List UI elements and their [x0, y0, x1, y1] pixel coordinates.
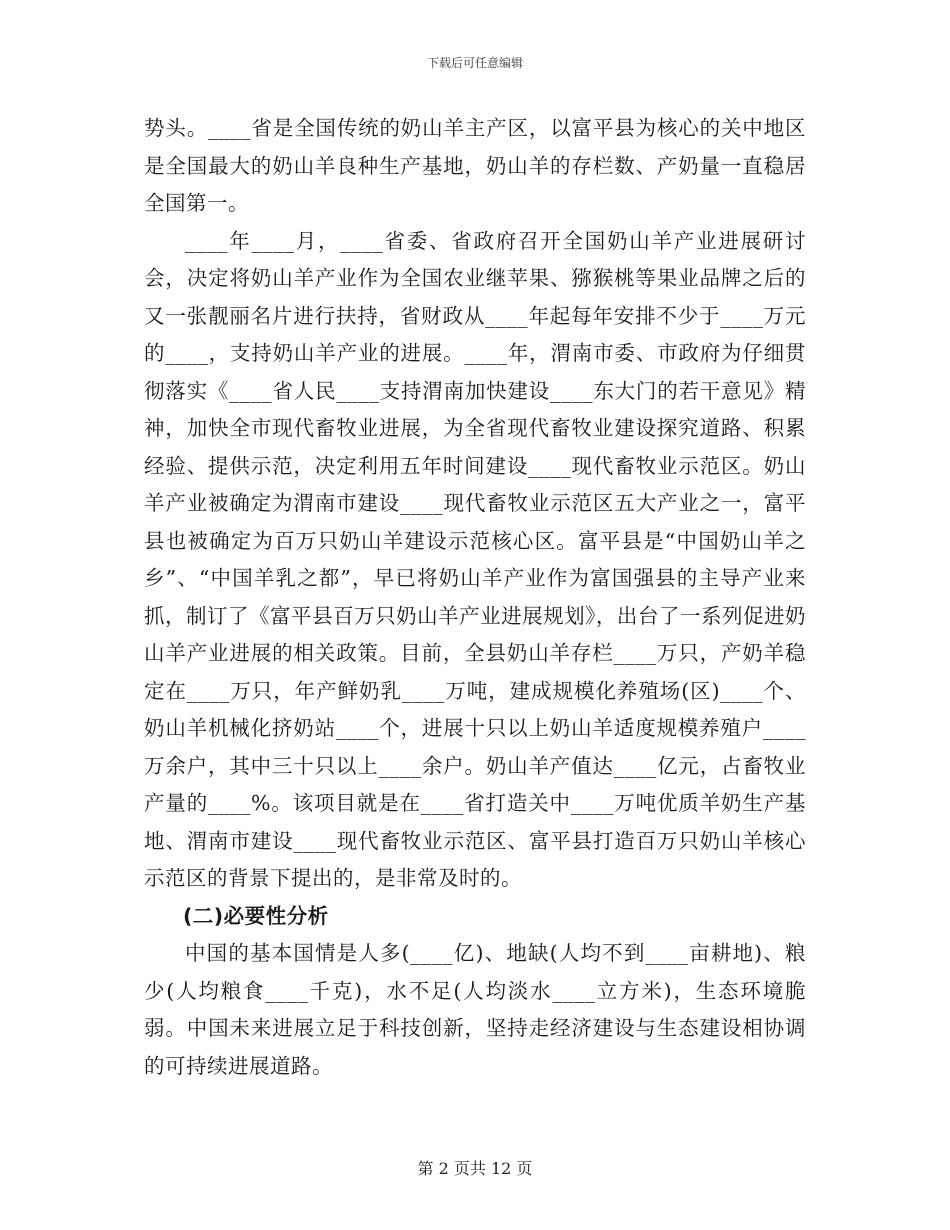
section-heading: (二)必要性分析: [182, 903, 329, 928]
paragraph-industry-background: ____年____月，____省委、省政府召开全国奶山羊产业进展研讨会，决定将奶山羊产业作为全国农业继苹果、猕猴桃等果业品牌之后的又一张靓丽名片进行扶持，省财政从____年起每年安排不少于____万元的____，支持奶山羊产业的进展。____年，渭南市委、市政府为仔细贯彻落实《____省人民____支持渭南加快建设____东大门的若干意见》精神，加快全市现代畜牧业进展，为全省现代畜牧业建设探究道路、积累经验、提供示范，决定利用五年时间建设____现代畜牧业示范区。奶山羊产业被确定为渭南市建设____现代畜牧业示范区五大产业之一，富平县也被确定为百万只奶山羊建设示范核心区。富平县是“中国奶山羊之乡”、“中国羊乳之都”，早已将奶山羊产业作为富国强县的主导产业来抓，制订了《富平县百万只奶山羊产业进展规划》，出台了一系列促进奶山羊产业进展的相关政策。目前，全县奶山羊存栏____万只，产奶羊稳定在____万只，年产鲜奶乳____万吨，建成规模化养殖场(区)____个、奶山羊机械化挤奶站____个，进展十只以上奶山羊适度规模养殖户____万余户，其中三十只以上____余户。奶山羊产值达____亿元，占畜牧业产量的____%。该项目就是在____省打造关中____万吨优质羊奶生产基地、渭南市建设____现代畜牧业示范区、富平县打造百万只奶山羊核心示范区的背景下提出的，是非常及时的。: [144, 228, 806, 890]
document-body: [144, 110, 806, 1085]
page-header: 下载后可任意编辑: [426, 56, 523, 70]
paragraph-continuation: 势头。____省是全国传统的奶山羊主产区，以富平县为核心的关中地区是全国最大的奶山羊良种生产基地，奶山羊的存栏数、产奶量一直稳居全国第一。: [144, 116, 806, 215]
paragraph-necessity: 中国的基本国情是人多(____亿)、地缺(人均不到____亩耕地)、粮少(人均粮食____千克)，水不足(人均淡水____立方米)，生态环境脆弱。中国未来进展立足于科技创新，坚持走经济建设与生态建设相协调的可持续进展道路。: [144, 941, 806, 1078]
page-number: 第 2 页共 12 页: [417, 1159, 533, 1178]
